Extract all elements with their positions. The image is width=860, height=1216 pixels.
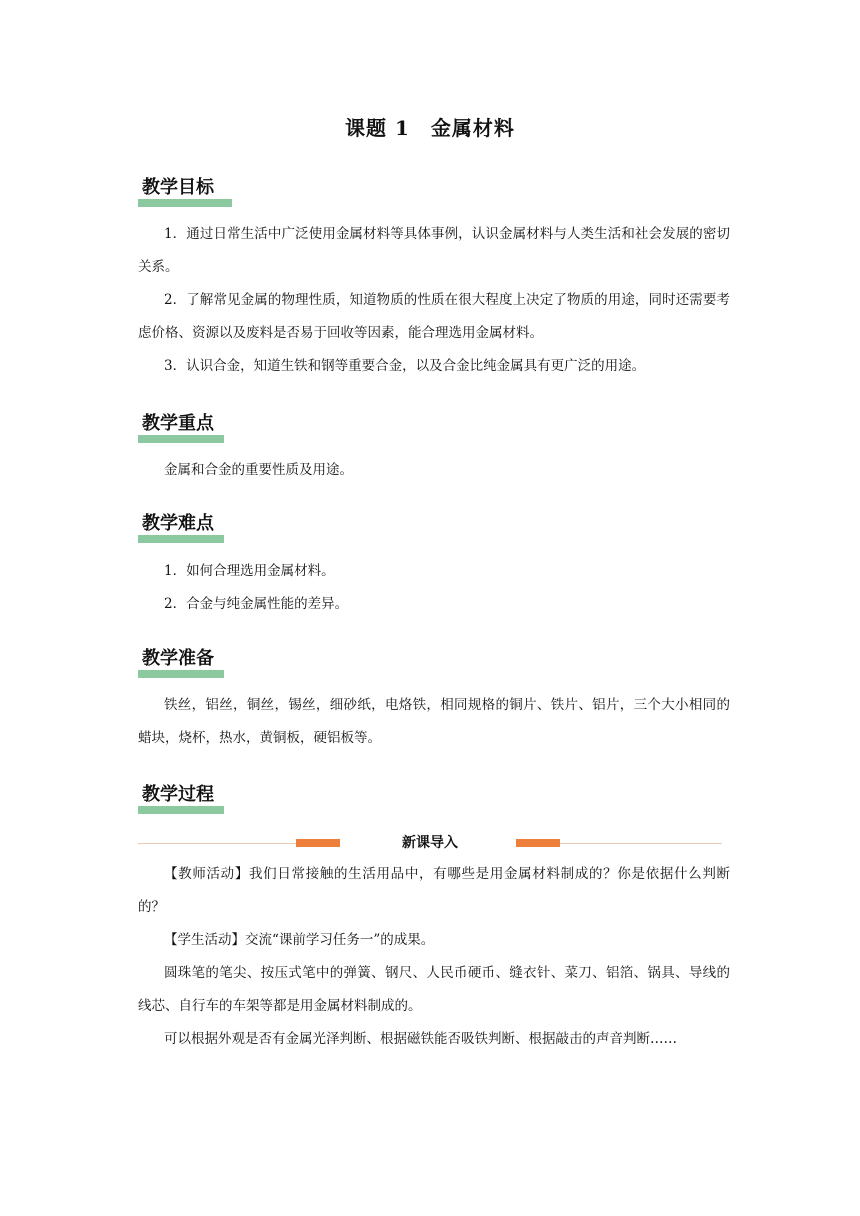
process-item: 可以根据外观是否有金属光泽判断、根据磁铁能否吸铁判断、根据敲击的声音判断…… — [164, 1031, 677, 1047]
process-item: 【学生活动】交流“课前学习任务一”的成果。 — [164, 932, 435, 948]
difficulty-item: 1．如何合理选用金属材料。 — [164, 563, 335, 579]
section-heading-process: 教学过程 — [138, 782, 224, 814]
section-heading-difficulties: 教学难点 — [138, 511, 224, 543]
key-point-item: 金属和合金的重要性质及用途。 — [164, 462, 353, 478]
process-item: 【教师活动】我们日常接触的生活用品中，有哪些是用金属材料制成的？你是依据什么判断的？ — [138, 866, 730, 915]
subheading-label: 新课导入 — [402, 835, 458, 851]
process-item: 圆珠笔的笔尖、按压式笔中的弹簧、钢尺、人民币硬币、缝衣针、菜刀、铝箔、锅具、导线的线芯、自行车的车架等都是用金属材料制成的。 — [138, 965, 730, 1014]
section-heading-objectives: 教学目标 — [138, 175, 232, 207]
section-heading-key-points: 教学重点 — [138, 411, 224, 443]
preparation-item: 铁丝，铝丝，铜丝，锡丝，细砂纸，电烙铁，相同规格的铜片、铁片、铝片，三个大小相同的蜡块，烧杯，热水，黄铜板，硬铝板等。 — [138, 697, 730, 746]
page-title: 课题 1 金属材料 — [345, 116, 515, 140]
section-heading-preparation: 教学准备 — [138, 646, 224, 678]
subheading-new-lesson — [138, 830, 722, 856]
objective-item: 2．了解常见金属的物理性质，知道物质的性质在很大程度上决定了物质的用途，同时还需要考虑价格、资源以及废料是否易于回收等因素，能合理选用金属材料。 — [138, 292, 730, 341]
difficulty-item: 2．合金与纯金属性能的差异。 — [164, 596, 349, 612]
objective-item: 1．通过日常生活中广泛使用金属材料等具体事例，认识金属材料与人类生活和社会发展的密切关系。 — [138, 226, 730, 275]
objective-item: 3．认识合金，知道生铁和钢等重要合金，以及合金比纯金属具有更广泛的用途。 — [164, 358, 646, 374]
